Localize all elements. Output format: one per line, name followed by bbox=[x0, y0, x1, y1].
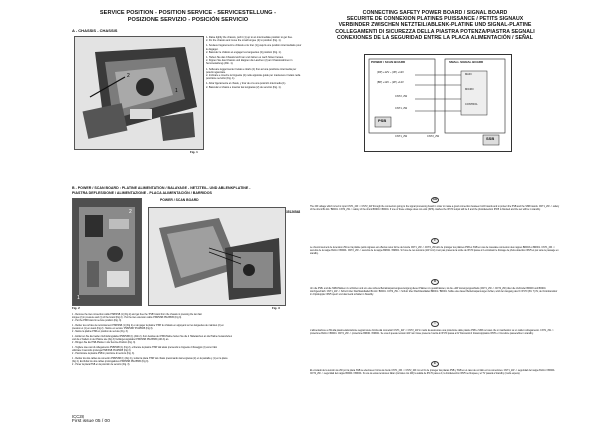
fig3-label: Fig. 3 bbox=[272, 306, 280, 310]
service-position-column bbox=[72, 10, 304, 424]
diagram-ssb-tag: SSB bbox=[486, 136, 495, 141]
right-title-line-5: CONEXIONES DE LA SEGURIDAD ENTRE LA PLACA ALIMENTACIÓN / SEÑAL bbox=[337, 34, 533, 41]
step-a-gb-2: 2- Fix the chassis and move the small tongue (2) to position (Fig. 1). bbox=[206, 39, 282, 43]
diagram-label-rp: (RP) +12V ~ (3P) +12V bbox=[377, 71, 404, 74]
step-a-i-1: 1- Sollevare leggermente il telaio e tirarlo (1) fino ad una posizione intermedia per poterlo sganciare. bbox=[206, 67, 297, 74]
step-b-gb-1b: tongue (2) in pressure and (1) of the board (Fig 2) . Put the two extension cable PSB/SSB 35125665 (Fig 3). bbox=[72, 317, 182, 319]
right-title-line-2: SECURITE DE CONNEXION PLATINES PUISSANCE / PETITS SIGNAUX bbox=[346, 16, 524, 23]
lang-block-d bbox=[310, 268, 560, 297]
lang-badge-e: E bbox=[431, 361, 439, 367]
footer-code: ICC28 bbox=[72, 414, 84, 419]
lang-block-e bbox=[310, 350, 560, 376]
step-b-d-2: 2 - Bringen Sie die PSB-Platine in die Service-Position (Fig. 3). bbox=[72, 342, 136, 344]
lang-badge-i: I bbox=[431, 321, 439, 327]
connection-diagram bbox=[364, 54, 512, 152]
lang-text-e: El enrutado de la tensión de 2W por la placa SSB se efectúa en forma de bucle CNT1_2W -> CNT2_2W con el fin de proteger las placas PSB y SSB en el caso de un fallo en los conectores. CNT1_2W -> seguridad del nappe BL111 / BR001. CNT2_2W -> seguridad del nappe BR001 / BR001. Si una de estas tensiones faltan (inclusive los 2W) la salida de IP170 pasa a 0, la fotodetección IP0/5 se bloquea y el TV pasará a Standby (modo espera). bbox=[310, 369, 556, 375]
section-b-heading bbox=[72, 186, 304, 195]
right-title-line-4: COLLEGAMENTI DI SICUREZZA DELLA PIASTRA POTENZA/PIASTRA SEGNALI bbox=[335, 28, 535, 35]
step-b-e-2: 2 - Poner la placa PSB en la posición de servicio (Fig. 3). bbox=[72, 364, 131, 366]
right-title bbox=[310, 10, 560, 41]
step-a-f-2: 2- Basculer le châssis et engager les languettes (2) position (Fig. 1). bbox=[206, 50, 282, 54]
diagram-psb-tag: PSB bbox=[378, 118, 387, 123]
step-a-gb-1: 1- Raise lightly the chassis, pull it (1) up to an intermediate position to get free. bbox=[206, 36, 293, 39]
step-b-gb-1: 1 - Remove the two connection cable PSB/SSB (1) (Fig 2) and get free the 'PSB' board from the chassis in pressing the two fast bbox=[72, 314, 202, 316]
lang-text-i: L'alimentazione a 2W alla piastra elaborazione segnali viene fornita dai connettori CNT1_2W -> CNT2_2W in modo da assicurare una protezione delle piastre PSB e SSB nel caso che si manifestino su un cattivo collegamento. CNT1_2W -> protezione BL111 / BR001. CNT2_2W -> protezione BR001 / BR001. Se una di queste tensioni 2W non fosse presente l'uscita di IP170 passa a 0V bloccando il fotoaccoppiatore IP0/5 e il ricevitore passerebbe in standby. bbox=[310, 329, 554, 335]
step-a-d-2: 2- Kippen Sie das Chassis und klappen die Laschen (2) am Chassisrahmen in Servicestellung (Abb. 1). bbox=[206, 59, 293, 66]
step-b-i-1b: utilizzare il raccordo prolunga PSB/SSB 35125665 (Fig 3). bbox=[72, 350, 132, 352]
diagram-label-main: MAIN bbox=[465, 73, 472, 76]
step-b-f-1b: pression et (1) en avant (Fig 2) . Mettre en service 'PSB/SSB' 35125665 (Fig 3). bbox=[72, 328, 154, 330]
step-b-f-2: 2 - Mettre la platine PSB en position de service (Fig. 3). bbox=[72, 331, 129, 333]
left-title-line-2: POSIZIONE SERVIZIO - POSICIÓN SERVICIO bbox=[127, 16, 249, 23]
fig2-board-photo bbox=[72, 198, 142, 306]
step-a-d-1: 1- Heben Sie das Chassis leicht an und ziehen es nach hinten heraus. bbox=[206, 56, 284, 60]
lang-badge-gb: GB bbox=[431, 197, 439, 203]
diagram-label-cnt2: CNT2, 2W bbox=[395, 95, 408, 98]
diagram-bottom-cnt2: CNT2_2W bbox=[427, 135, 440, 138]
lang-text-f: Le chevronnement de la tension 2W sur la platine petits signaux est effectué sous forme de boucle CNT1_2W -> CNT2_2W afin de protéger les platines PSB et SSB en cas de mauvaise connexion des nappes BR003 et BR001. CNT1_2W -> sécurité de la nappe BL111 / BR001. CNT2_2W -> sécurité de la nappe BR001 / BR001. Si l'une de ces tensions (2W nmtr) n'est pas présente la sortie de IP170 passe à 0 entraînant le blocage de photo-détection IP0/5 et par suite le passage en standby. bbox=[310, 246, 559, 255]
step-b-f-1: 1 - Retirer les ca´bles de raccordement PSB/SSB (1) (Fig 2) et de´gager la platine 'PSB' du châssis en appuyant sur les languettes de maintien (2) en bbox=[72, 325, 224, 327]
step-b-e-1b: (Fig 2). Enchufar los dos cables prolongadores PSB/SSB 35125665 (Fig 3). bbox=[72, 361, 149, 363]
section-b-line-2: PIASTRA DEFLESSIONE / ALIMENTAZIONE - PLACA ALIMENTACIÓN / BARRIDOS bbox=[72, 190, 212, 195]
fig1-chassis-photo bbox=[74, 36, 204, 150]
chassis-photo-illustration bbox=[75, 37, 203, 149]
diagram-power-board-label: POWER / SCAN BOARD bbox=[371, 60, 406, 64]
service-position-illustration bbox=[149, 208, 285, 305]
svg-text:1: 1 bbox=[77, 295, 80, 301]
footer bbox=[72, 414, 110, 424]
step-a-e-2: 2- Bascular el chasis e insertar las lengüetas (2) de servicio (Fig. 1). bbox=[206, 85, 282, 89]
step-b-d-1b: und die 2 Kabeln in der Platine wie (Fig.3) Verlängerungskabel PSB/SSB 35125665 (Abb 3) an. bbox=[72, 339, 169, 341]
footer-issue: First issue 05 / 00 bbox=[72, 419, 110, 424]
lang-badge-f: F bbox=[431, 238, 439, 244]
fig1-label: Fig. 1 bbox=[190, 150, 198, 154]
right-title-line-3: VERBINDER ZWISCHEN NETZTEIL/ABLENK-PLATINE UND SIGNAL-PLATINE bbox=[338, 22, 532, 29]
power-scan-board-label: POWER / SCAN BOARD bbox=[160, 198, 199, 202]
step-a-e-1: 1- Alzar ligeramente el chasis, y tirar de él a una posición intermedia (1). bbox=[206, 82, 287, 86]
fig2-label: Fig. 2 bbox=[72, 306, 80, 310]
left-title-line-1: SERVICE POSITION - POSITION SERVICE - SERVICESTELLUNG - bbox=[99, 10, 277, 16]
svg-text:1: 1 bbox=[175, 88, 178, 94]
section-a-steps bbox=[206, 36, 304, 89]
right-title-line-1: CONNECTING SAFETY POWER BOARD / SIGNAL BOARD bbox=[362, 10, 508, 16]
diagram-label-micro: MICRO bbox=[465, 88, 474, 91]
svg-text:2: 2 bbox=[129, 209, 132, 215]
svg-text:2: 2 bbox=[127, 73, 130, 79]
safety-connection-column bbox=[310, 10, 560, 375]
section-b-line-1: B - POWER / SCAN BOARD : PLATINE ALIMENTATION / BALAYAGE - NETZTEIL- UND ABLENKPLATINE - bbox=[72, 186, 251, 190]
lang-block-i bbox=[310, 310, 560, 336]
lang-block-f bbox=[310, 227, 560, 256]
diagram-label-control: CONTROL bbox=[465, 103, 478, 106]
board-photo-illustration bbox=[73, 199, 141, 305]
diagram-bottom-cnt1: CNT1_2W bbox=[395, 135, 408, 138]
left-title bbox=[72, 10, 304, 23]
lang-badge-d: D bbox=[431, 279, 439, 285]
part-code-label: 35126548 bbox=[286, 210, 301, 214]
lang-text-gb: The 2W voltage which is fed in input CNT1_2W -> CNT2_2W through the connectors going to the signal processing board in order to make a good connection between both boards and to protect the PSB and the SSB boards. CNT1_2W -> safety of the shunt BL111 / BR001. CNT2_2W -> safety of the shunt BR001 / BR001. If one of these voltage does not exist (SPS) crashes the IP170 output will be 0 and the photodetection IP0/5 is blocked and the set will be in standby. bbox=[310, 205, 560, 211]
step-b-i-1: 1 - Togliere due cavi di collegamento PSB/SSB (1) (Fig 2), e liberare la piastra 'PSB' dal telaio premendo le linguette di fissaggio (2) verso l'alto bbox=[72, 347, 218, 349]
section-a-heading: A - CHASSIS - CHASSIS bbox=[72, 28, 118, 33]
diagram-label-cnt1: CNT1, 2W bbox=[395, 107, 408, 110]
diagram-small-board-label: SMALL SIGNAL BOARD bbox=[449, 60, 484, 64]
step-b-e-1: 1 - Retirar los dos cables de conexión PSB/SSB (1) (Fig 2) y soltar la placa 'PSB' del chasis presionando las lengüetas (2) en la pantalla y (1) en la placa bbox=[72, 358, 228, 360]
lang-text-d: Um die PSB- und die SSB-Platinen zu schützen und um eine sichere Betriebsspannungsversorgung dieser Platinen zu gewährleisten, ist die +2W Versorgungsschleife (CNT1_2W -> CNT2_2W) über die Verbinder BR003 und BR001 durchgeschleift. CNT1_2W -> Schutz über Flachbandkabel BL111 / BR001. CNT2_2W -> Schutz über Flachbandkabel BR001 / BR001. Sollte eine dieser Betriebsspannungen fehlen, wird der Ausgang des IC IP170 (Pin 7) 0V, der Fototransistor im Optokoppler IP0/5 sperrt und das Gerät schaltet in Standby. bbox=[310, 287, 558, 296]
step-a-i-2: 2- Inclinare e inserire le linguette (2) nelle apposite guide per mantenere il telaio nella posizione servizio (Fig. 1). bbox=[206, 74, 301, 81]
step-b-gb-2: 2 - Put the PSB board in service position (Fig. 3). bbox=[72, 320, 122, 322]
section-b-steps bbox=[72, 314, 304, 367]
fig3-service-photo bbox=[148, 207, 286, 306]
step-b-i-2: 2 - Posizionare la piastra PSB in posizione di servicio (Fig. 3). bbox=[72, 353, 135, 355]
lang-block-gb bbox=[310, 186, 560, 212]
step-a-f-1: 1- Soulever légèrement le châssis et le tirer (1) jusqu'à une position intermédiaire pour le dégager. bbox=[206, 44, 302, 51]
diagram-label-bp: (BP) +12V ~ (2P) +12V bbox=[377, 81, 404, 84]
step-b-d-1: 1 - Entfernen Sie die beiden Verbindungskabel PSB/SSB (1) (Abb 2). Zum Ausbau der PSB-Platine heben Sie die 2 Haltelaschen an die Platine herausziehen bbox=[72, 336, 233, 338]
